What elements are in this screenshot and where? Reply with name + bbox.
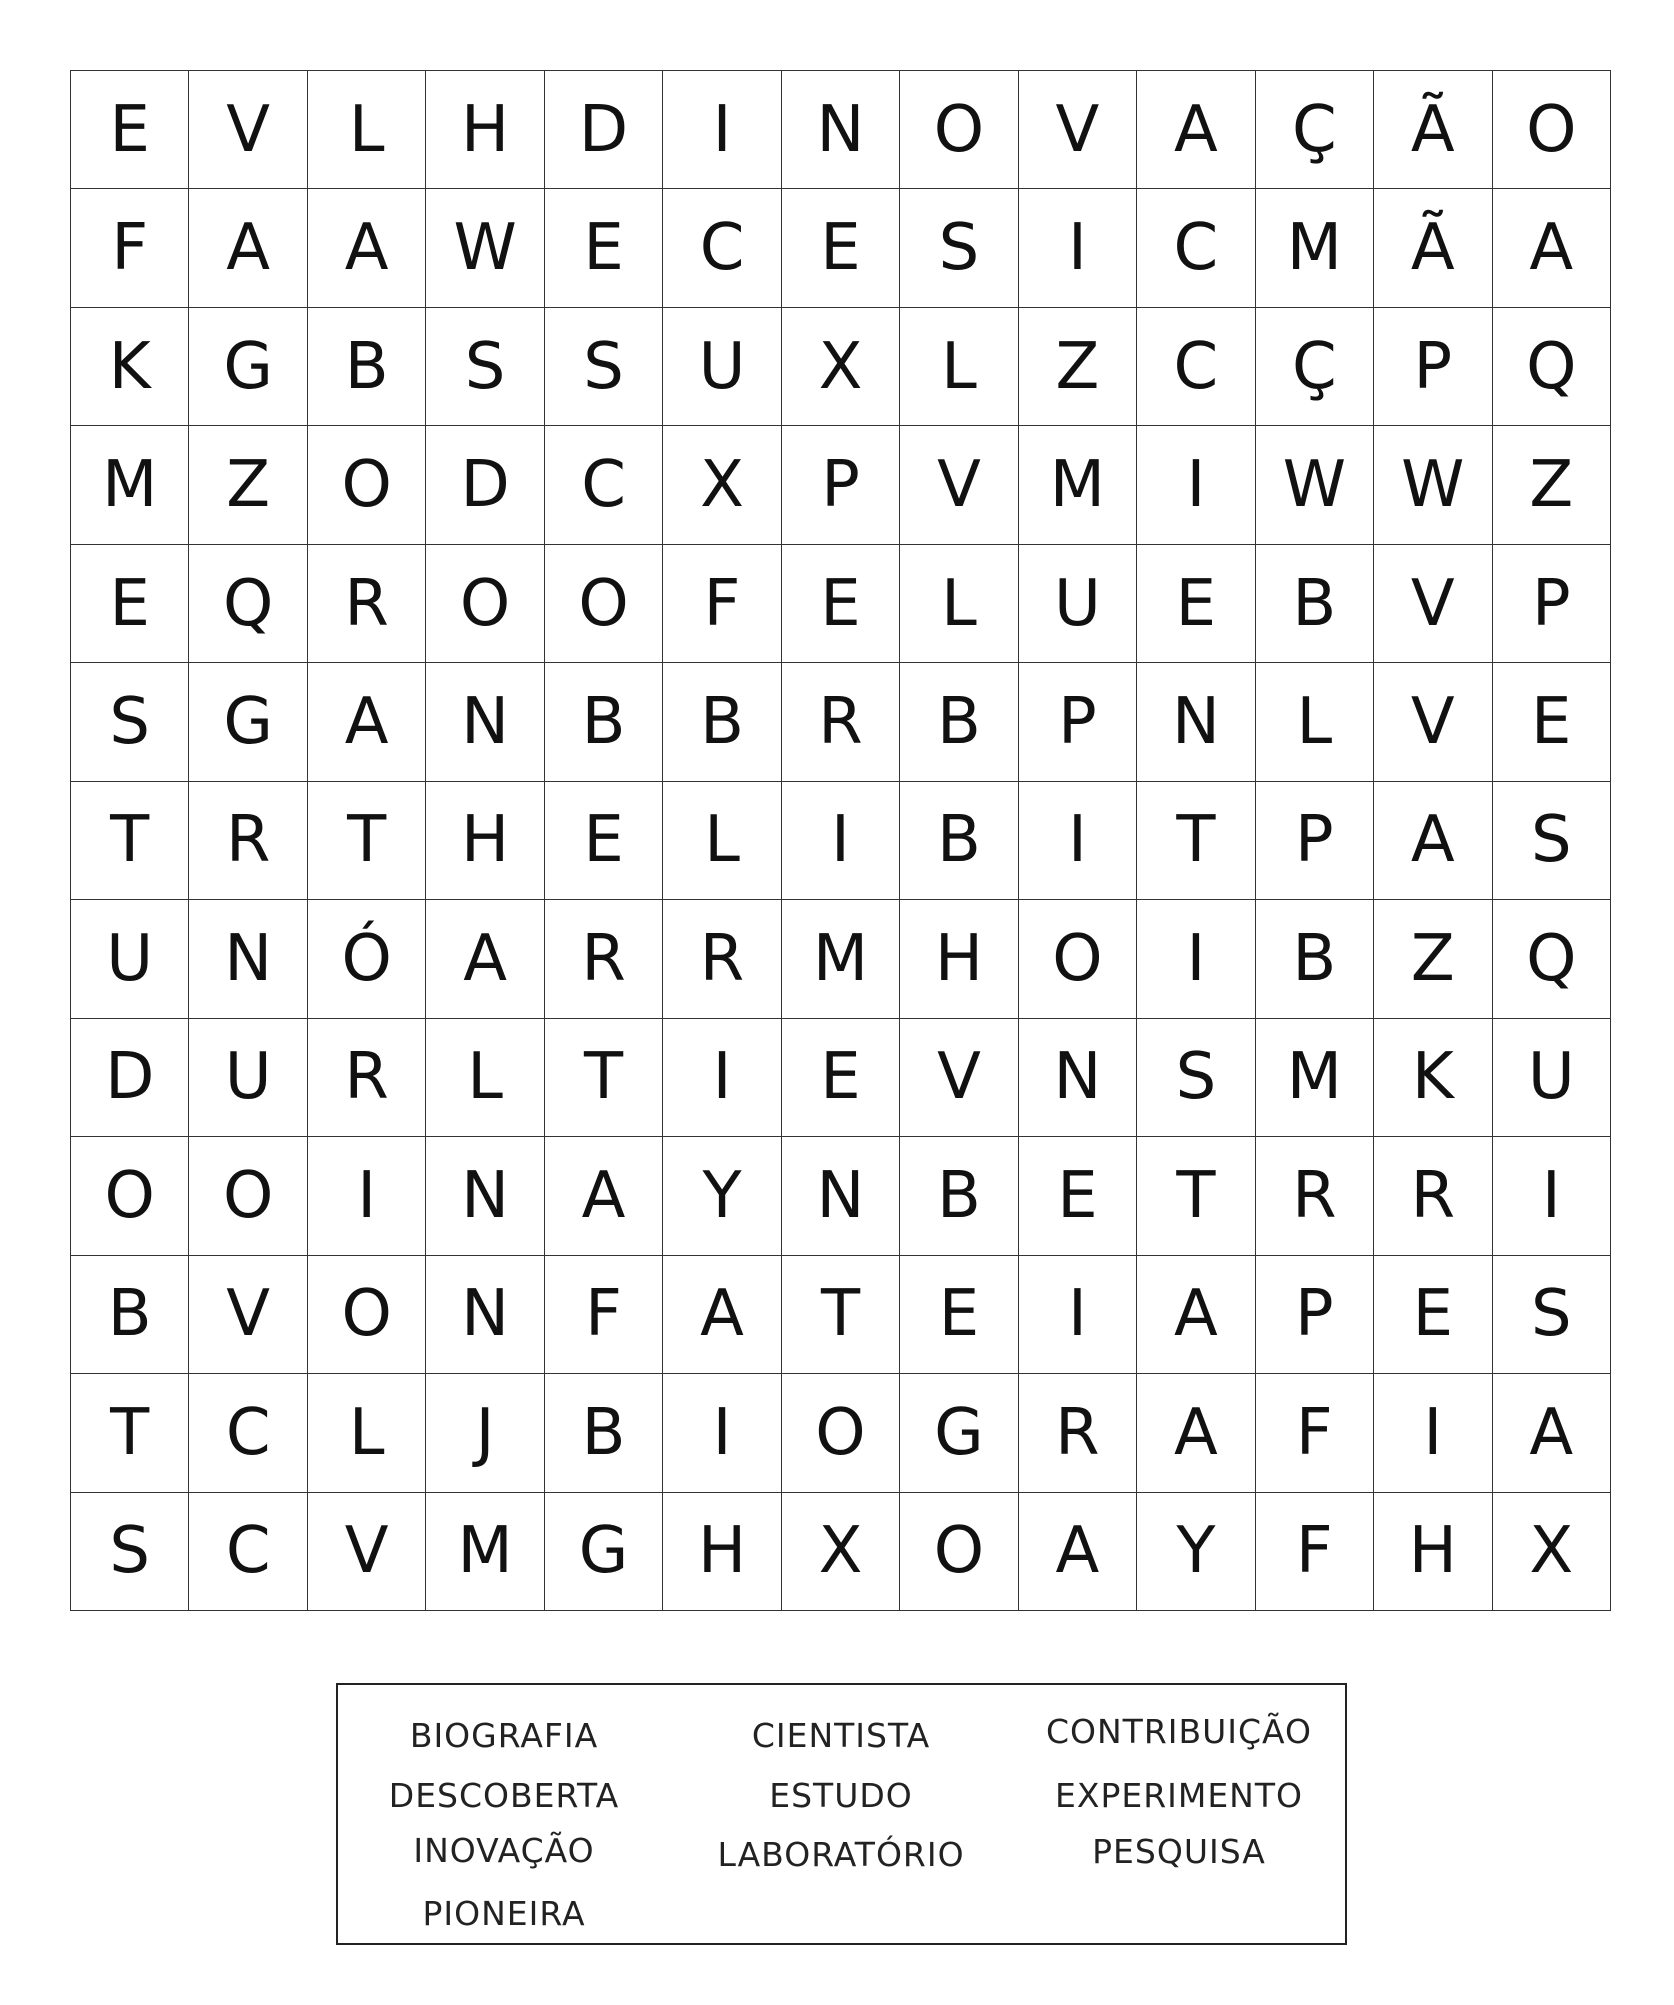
grid-cell[interactable]: W <box>1256 426 1374 544</box>
grid-cell[interactable]: B <box>545 1374 663 1492</box>
grid-cell[interactable]: T <box>1137 782 1255 900</box>
grid-cell[interactable]: Z <box>189 426 307 544</box>
grid-cell[interactable]: E <box>782 1019 900 1137</box>
grid-cell[interactable]: I <box>1019 1256 1137 1374</box>
grid-cell[interactable]: N <box>426 663 544 781</box>
grid-cell[interactable]: E <box>1019 1137 1137 1255</box>
grid-cell[interactable]: D <box>71 1019 189 1137</box>
grid-cell[interactable]: Ã <box>1374 189 1492 307</box>
grid-cell[interactable]: S <box>71 1493 189 1611</box>
word-item: EXPERIMENTO <box>1054 1776 1304 1815</box>
grid-cell[interactable]: S <box>1137 1019 1255 1137</box>
grid-cell[interactable]: Ó <box>308 900 426 1018</box>
grid-cell[interactable]: P <box>782 426 900 544</box>
grid-cell[interactable]: S <box>1493 782 1611 900</box>
grid-cell[interactable]: T <box>1137 1137 1255 1255</box>
grid-cell[interactable]: N <box>426 1256 544 1374</box>
grid-cell[interactable]: S <box>545 308 663 426</box>
grid-cell[interactable]: E <box>71 545 189 663</box>
grid-cell[interactable]: C <box>189 1374 307 1492</box>
word-item: CIENTISTA <box>751 1716 931 1755</box>
grid-cell[interactable]: V <box>1374 545 1492 663</box>
grid-cell[interactable]: M <box>782 900 900 1018</box>
grid-cell[interactable]: M <box>1019 426 1137 544</box>
grid-cell[interactable]: I <box>1493 1137 1611 1255</box>
grid-cell[interactable]: P <box>1374 308 1492 426</box>
grid-cell[interactable]: L <box>1256 663 1374 781</box>
grid-cell[interactable]: M <box>71 426 189 544</box>
grid-cell[interactable]: I <box>308 1137 426 1255</box>
grid-cell[interactable]: S <box>1493 1256 1611 1374</box>
grid-cell[interactable]: H <box>900 900 1018 1018</box>
grid-cell[interactable]: G <box>189 663 307 781</box>
grid-cell[interactable]: M <box>1256 1019 1374 1137</box>
grid-cell[interactable]: V <box>189 1256 307 1374</box>
grid-cell[interactable]: R <box>663 900 781 1018</box>
grid-cell[interactable]: V <box>900 426 1018 544</box>
grid-cell[interactable]: E <box>1374 1256 1492 1374</box>
grid-cell[interactable]: I <box>663 1374 781 1492</box>
grid-cell[interactable]: A <box>663 1256 781 1374</box>
grid-cell[interactable]: O <box>782 1374 900 1492</box>
grid-cell[interactable]: R <box>782 663 900 781</box>
grid-cell[interactable]: N <box>426 1137 544 1255</box>
grid-cell[interactable]: R <box>1374 1137 1492 1255</box>
grid-cell[interactable]: D <box>426 426 544 544</box>
grid-cell[interactable]: U <box>663 308 781 426</box>
grid-cell[interactable]: S <box>900 189 1018 307</box>
word-list-box <box>336 1683 1347 1945</box>
grid-cell[interactable]: S <box>71 663 189 781</box>
grid-cell[interactable]: N <box>782 1137 900 1255</box>
grid-cell[interactable]: B <box>308 308 426 426</box>
grid-cell[interactable]: V <box>308 1493 426 1611</box>
word-item: LABORATÓRIO <box>717 1835 965 1874</box>
grid-cell[interactable]: A <box>1019 1493 1137 1611</box>
grid-cell[interactable]: X <box>663 426 781 544</box>
grid-cell[interactable]: B <box>1256 900 1374 1018</box>
grid-cell[interactable]: U <box>1493 1019 1611 1137</box>
grid-cell[interactable]: I <box>1137 900 1255 1018</box>
grid-cell[interactable]: A <box>189 189 307 307</box>
grid-cell[interactable]: Z <box>1374 900 1492 1018</box>
grid-cell[interactable]: O <box>1493 71 1611 189</box>
grid-cell[interactable]: O <box>1019 900 1137 1018</box>
grid-cell[interactable]: O <box>900 1493 1018 1611</box>
grid-cell[interactable]: V <box>1019 71 1137 189</box>
grid-cell[interactable]: I <box>1374 1374 1492 1492</box>
grid-cell[interactable]: U <box>71 900 189 1018</box>
grid-cell[interactable]: C <box>189 1493 307 1611</box>
word-item: CONTRIBUIÇÃO <box>1045 1712 1313 1751</box>
grid-cell[interactable]: X <box>782 308 900 426</box>
grid-cell[interactable]: L <box>900 545 1018 663</box>
grid-cell[interactable]: E <box>1137 545 1255 663</box>
grid-cell[interactable]: P <box>1256 1256 1374 1374</box>
grid-cell[interactable]: B <box>71 1256 189 1374</box>
grid-cell[interactable]: V <box>189 71 307 189</box>
grid-cell[interactable]: B <box>900 663 1018 781</box>
grid-cell[interactable]: A <box>1493 189 1611 307</box>
grid-cell[interactable]: Ã <box>1374 71 1492 189</box>
grid-cell[interactable]: I <box>1137 426 1255 544</box>
grid-cell[interactable]: A <box>1137 1256 1255 1374</box>
grid-cell[interactable]: T <box>308 782 426 900</box>
grid-cell[interactable]: V <box>1374 663 1492 781</box>
grid-cell[interactable]: T <box>71 782 189 900</box>
grid-cell[interactable]: H <box>663 1493 781 1611</box>
grid-cell[interactable]: R <box>1019 1374 1137 1492</box>
grid-cell[interactable]: A <box>1137 71 1255 189</box>
grid-cell[interactable]: H <box>1374 1493 1492 1611</box>
grid-cell[interactable]: E <box>545 782 663 900</box>
grid-cell[interactable]: I <box>663 71 781 189</box>
grid-cell[interactable]: M <box>426 1493 544 1611</box>
grid-cell[interactable]: I <box>782 782 900 900</box>
grid-cell[interactable]: I <box>1019 782 1137 900</box>
grid-cell[interactable]: F <box>545 1256 663 1374</box>
grid-cell[interactable]: Q <box>189 545 307 663</box>
grid-cell[interactable]: R <box>189 782 307 900</box>
grid-cell[interactable]: L <box>426 1019 544 1137</box>
grid-cell[interactable]: J <box>426 1374 544 1492</box>
grid-cell[interactable]: A <box>1137 1374 1255 1492</box>
grid-cell[interactable]: K <box>71 308 189 426</box>
grid-cell[interactable]: B <box>900 782 1018 900</box>
grid-cell[interactable]: N <box>189 900 307 1018</box>
grid-cell[interactable]: C <box>663 189 781 307</box>
grid-cell[interactable]: Y <box>1137 1493 1255 1611</box>
grid-cell[interactable]: E <box>545 189 663 307</box>
grid-cell[interactable]: T <box>782 1256 900 1374</box>
grid-cell[interactable]: Q <box>1493 900 1611 1018</box>
grid-cell[interactable]: O <box>308 426 426 544</box>
grid-cell[interactable]: C <box>1137 189 1255 307</box>
grid-cell[interactable]: L <box>663 782 781 900</box>
grid-cell[interactable]: D <box>545 71 663 189</box>
grid-cell[interactable]: G <box>545 1493 663 1611</box>
grid-cell[interactable]: Y <box>663 1137 781 1255</box>
word-item: PESQUISA <box>1092 1832 1266 1871</box>
grid-cell[interactable]: R <box>308 1019 426 1137</box>
grid-cell[interactable]: I <box>1019 189 1137 307</box>
grid-cell[interactable]: H <box>426 71 544 189</box>
grid-cell[interactable]: L <box>308 71 426 189</box>
grid-cell[interactable]: H <box>426 782 544 900</box>
grid-cell[interactable]: E <box>782 189 900 307</box>
grid-cell[interactable]: B <box>663 663 781 781</box>
grid-cell[interactable]: F <box>663 545 781 663</box>
grid-cell[interactable]: E <box>782 545 900 663</box>
word-item: INOVAÇÃO <box>413 1831 595 1870</box>
word-item: BIOGRAFIA <box>409 1716 599 1755</box>
grid-cell[interactable]: R <box>545 900 663 1018</box>
grid-cell[interactable]: A <box>1493 1374 1611 1492</box>
grid-cell[interactable]: V <box>900 1019 1018 1137</box>
grid-cell[interactable]: B <box>1256 545 1374 663</box>
word-item: ESTUDO <box>769 1776 913 1815</box>
grid-cell[interactable]: N <box>782 71 900 189</box>
grid-cell[interactable]: T <box>71 1374 189 1492</box>
grid-cell[interactable]: O <box>308 1256 426 1374</box>
grid-cell[interactable]: G <box>900 1374 1018 1492</box>
grid-cell[interactable]: I <box>663 1019 781 1137</box>
grid-cell[interactable]: Z <box>1493 426 1611 544</box>
grid-cell[interactable]: M <box>1256 189 1374 307</box>
grid-cell[interactable]: N <box>1137 663 1255 781</box>
grid-cell[interactable]: O <box>189 1137 307 1255</box>
grid-cell[interactable]: E <box>900 1256 1018 1374</box>
grid-cell[interactable]: L <box>900 308 1018 426</box>
grid-cell[interactable]: X <box>1493 1493 1611 1611</box>
grid-cell[interactable]: L <box>308 1374 426 1492</box>
grid-cell[interactable]: W <box>1374 426 1492 544</box>
grid-cell[interactable]: R <box>1256 1137 1374 1255</box>
grid-cell[interactable]: S <box>426 308 544 426</box>
grid-cell[interactable]: Z <box>1019 308 1137 426</box>
grid-cell[interactable]: O <box>900 71 1018 189</box>
grid-cell[interactable]: Ç <box>1256 71 1374 189</box>
grid-cell[interactable]: E <box>1493 663 1611 781</box>
grid-cell[interactable]: B <box>545 663 663 781</box>
grid-cell[interactable]: U <box>1019 545 1137 663</box>
grid-cell[interactable]: W <box>426 189 544 307</box>
grid-cell[interactable]: N <box>1019 1019 1137 1137</box>
grid-cell[interactable]: O <box>71 1137 189 1255</box>
grid-cell[interactable]: B <box>900 1137 1018 1255</box>
grid-cell[interactable]: C <box>545 426 663 544</box>
grid-cell[interactable]: F <box>1256 1493 1374 1611</box>
letter-grid <box>70 70 1611 1611</box>
grid-cell[interactable]: O <box>426 545 544 663</box>
grid-cell[interactable]: O <box>545 545 663 663</box>
word-item: DESCOBERTA <box>388 1776 620 1815</box>
grid-cell[interactable]: A <box>308 663 426 781</box>
grid-cell[interactable]: P <box>1493 545 1611 663</box>
grid-cell[interactable]: T <box>545 1019 663 1137</box>
grid-cell[interactable]: A <box>545 1137 663 1255</box>
grid-cell[interactable]: X <box>782 1493 900 1611</box>
grid-cell[interactable]: F <box>1256 1374 1374 1492</box>
grid-cell[interactable]: K <box>1374 1019 1492 1137</box>
grid-cell[interactable]: A <box>308 189 426 307</box>
grid-cell[interactable]: C <box>1137 308 1255 426</box>
grid-cell[interactable]: F <box>71 189 189 307</box>
word-item: PIONEIRA <box>422 1894 586 1933</box>
grid-cell[interactable]: Q <box>1493 308 1611 426</box>
grid-cell[interactable]: P <box>1019 663 1137 781</box>
grid-cell[interactable]: A <box>426 900 544 1018</box>
grid-cell[interactable]: A <box>1374 782 1492 900</box>
grid-cell[interactable]: E <box>71 71 189 189</box>
grid-cell[interactable]: Ç <box>1256 308 1374 426</box>
grid-cell[interactable]: G <box>189 308 307 426</box>
grid-cell[interactable]: P <box>1256 782 1374 900</box>
grid-cell[interactable]: U <box>189 1019 307 1137</box>
grid-cell[interactable]: R <box>308 545 426 663</box>
